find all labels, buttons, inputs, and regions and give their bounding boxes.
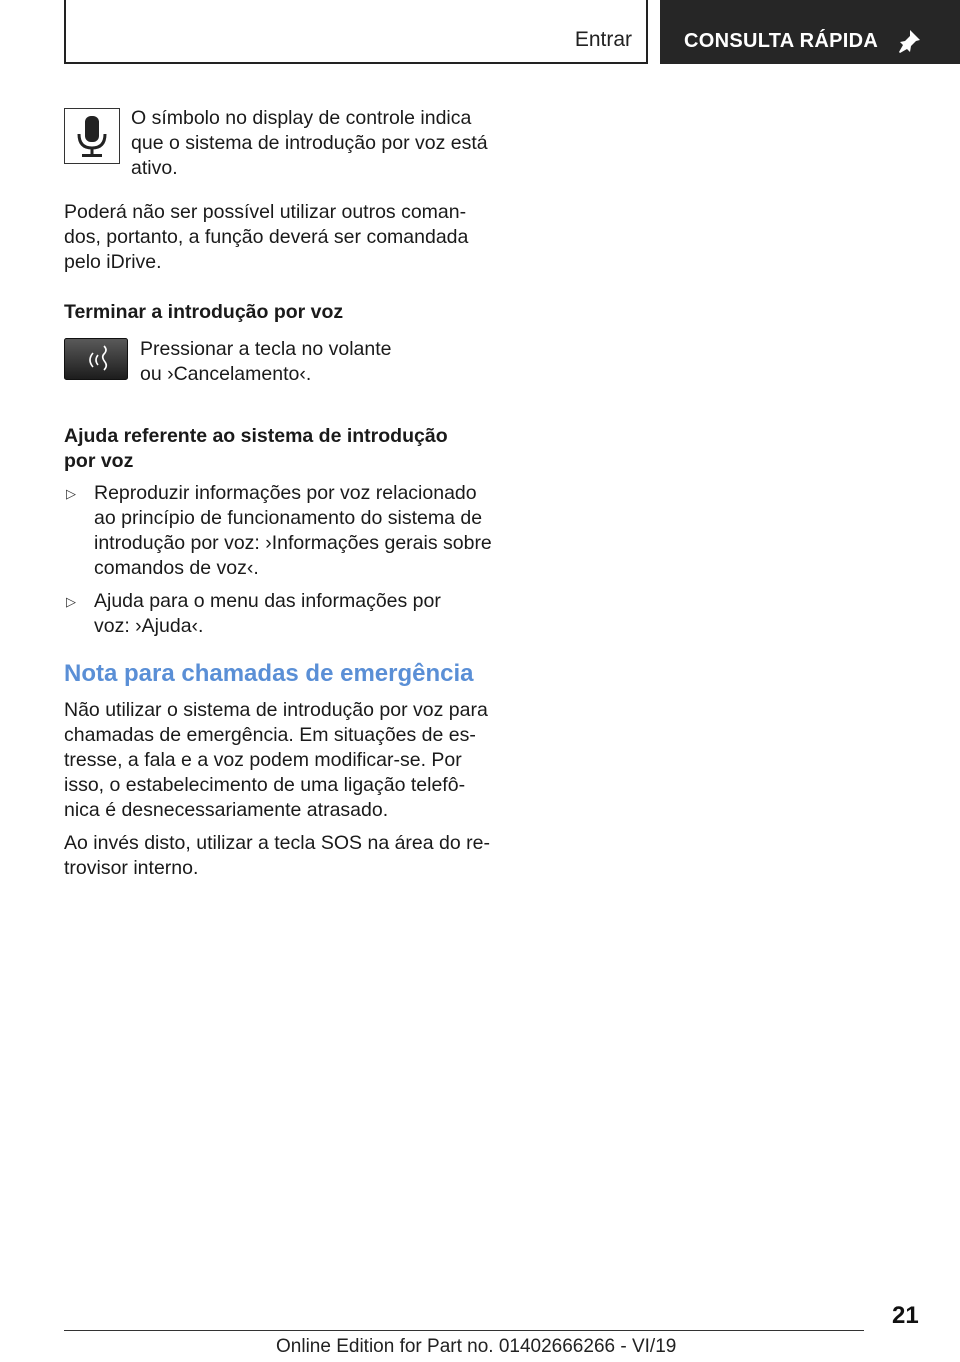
mic-line-1: O símbolo no display de controle indica bbox=[131, 107, 472, 129]
emergency-p2-line-2: trovisor interno. bbox=[64, 857, 199, 879]
emergency-p1-line-4: isso, o estabelecimento de uma ligação telefô- bbox=[64, 774, 466, 796]
bullet2-line-2: voz: ›Ajuda‹. bbox=[94, 615, 204, 637]
bullet1-line-2: ao princípio de funcionamento do sistema de bbox=[94, 507, 483, 529]
emergency-p1-line-2: chamadas de emergência. Em situações de es- bbox=[64, 724, 476, 746]
terminate-line-2: ou ›Cancelamento‹. bbox=[140, 363, 312, 385]
triangle-bullet-icon: ▷ bbox=[66, 594, 76, 609]
paragraph1-line-3: pelo iDrive. bbox=[64, 251, 162, 273]
microphone-icon bbox=[64, 108, 120, 164]
help-heading-line-1: Ajuda referente ao sistema de introdução bbox=[64, 425, 448, 447]
triangle-bullet-icon: ▷ bbox=[66, 486, 76, 501]
terminate-line-1: Pressionar a tecla no volante bbox=[140, 338, 392, 360]
help-heading-line-2: por voz bbox=[64, 450, 134, 472]
bullet1-line-1: Reproduzir informações por voz relacionado bbox=[94, 482, 477, 504]
footer-divider bbox=[64, 1330, 864, 1331]
voice-button-icon bbox=[64, 338, 128, 380]
footer-edition: Online Edition for Part no. 01402666266 - VI/19 bbox=[276, 1336, 677, 1357]
emergency-p1-line-3: tresse, a fala e a voz podem modificar-se. Por bbox=[64, 749, 462, 771]
bullet1-line-3: introdução por voz: ›Informações gerais sobre bbox=[94, 532, 492, 554]
emergency-heading: Nota para chamadas de emergência bbox=[64, 660, 474, 687]
emergency-p1-line-5: nica é desnecessariamente atrasado. bbox=[64, 799, 389, 821]
header-section-tab bbox=[64, 0, 648, 64]
emergency-p1-line-1: Não utilizar o sistema de introdução por voz para bbox=[64, 699, 488, 721]
page-number: 21 bbox=[892, 1302, 919, 1329]
section-title: Entrar bbox=[574, 28, 632, 51]
chapter-title: CONSULTA RÁPIDA bbox=[684, 30, 879, 52]
bullet1-line-4: comandos de voz‹. bbox=[94, 557, 259, 579]
pin-icon bbox=[896, 28, 922, 54]
paragraph1-line-2: dos, portanto, a função deverá ser comandada bbox=[64, 226, 469, 248]
emergency-p2-line-1: Ao invés disto, utilizar a tecla SOS na área do re- bbox=[64, 832, 490, 854]
mic-line-2: que o sistema de introdução por voz está bbox=[131, 132, 488, 154]
terminate-heading: Terminar a introdução por voz bbox=[64, 301, 344, 323]
bullet2-line-1: Ajuda para o menu das informações por bbox=[94, 590, 441, 612]
paragraph1-line-1: Poderá não ser possível utilizar outros coman- bbox=[64, 201, 467, 223]
mic-line-3: ativo. bbox=[131, 157, 178, 179]
